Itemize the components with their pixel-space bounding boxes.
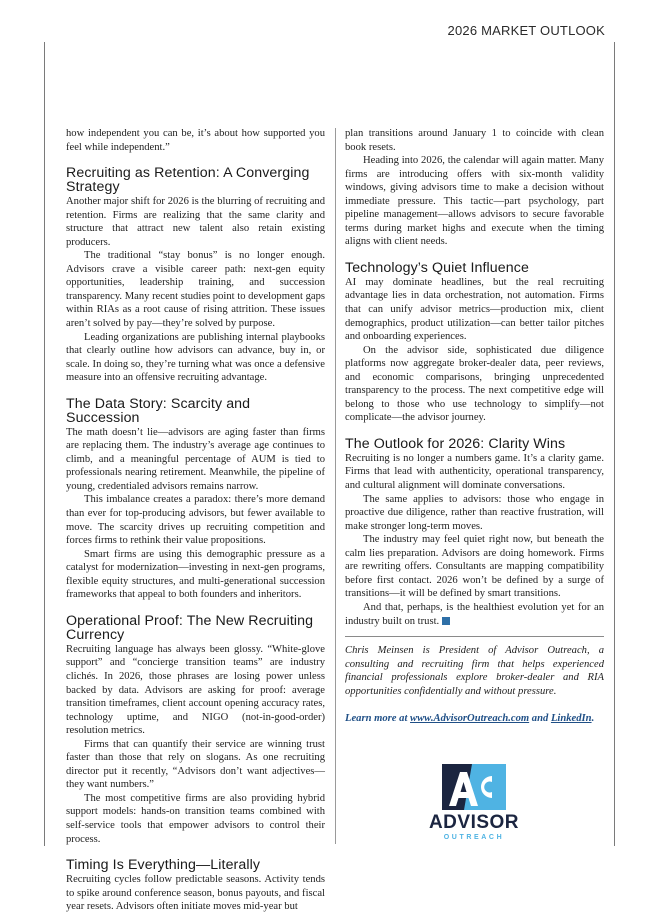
paragraph: The math doesn’t lie—advisors are aging faster than firms are replacing them. The industry’s average age continues to climb, and a meaningful percentage of AUM is tied to professionals nearing retirement. Meanwhile, the pipeline of young, credentialed advisors remains narrow. (66, 426, 325, 492)
logo-subtitle: OUTREACH (443, 834, 505, 841)
logo-wordmark: ADVISOR (428, 812, 520, 833)
paragraph: Another major shift for 2026 is the blurring of recruiting and retention. Firms are realizing that the same clarity and structure that attract new talent also retain existing producers. (66, 196, 325, 248)
learn-more-prefix: Learn more at (345, 713, 411, 725)
author-bio: Chris Meinsen is President of Advisor Outreach, a consulting and recruiting firm that helps experienced financial professionals explore broker-dealer and RIA opportunities confidentially and without pressure. (345, 645, 604, 697)
paragraph: The same applies to advisors: those who engage in proactive due diligence, rather than reactive frustration, will make stronger long-term moves. (345, 493, 604, 532)
website-link[interactable]: www.AdvisorOutreach.com (410, 713, 530, 725)
paragraph: Leading organizations are publishing internal playbooks that clearly outline how advisors can advance, buy in, or scale. In doing so, they’re turning what was once a defensive measure into an offensive recruiting advantage. (66, 331, 325, 384)
learn-more-middle: and (529, 713, 551, 725)
intro-continuation: how independent you can be, it’s about how supported you feel while independent.” (66, 128, 325, 153)
paragraph: This imbalance creates a paradox: there’s more demand than ever for top-producing advisors, but fewer available to move. The scarcity drives up recruiting competition and forces firms to rethink their value propositions. (66, 494, 325, 547)
section-heading-data-story: The Data Story: Scarcity and Succession (66, 395, 251, 426)
paragraph: Recruiting is no longer a numbers game. It’s a clarity game. Firms that lead with authenticity, operational transparency, and cultural alignment will dominate conversations. (345, 452, 604, 492)
right-column (345, 127, 604, 726)
paragraph: Recruiting cycles follow predictable seasons. Activity tends to spike around conference season, bonus payouts, and fiscal year resets. Advisors often initiate moves mid-year but (66, 874, 325, 913)
paragraph: Firms that can quantify their service are winning trust faster than those that rely on slogans. As one recruiting director put it recently, “Advisors don’t want adjectives—they want numbers.” (66, 738, 325, 791)
running-header-title: 2026 MARKET OUTLOOK (447, 23, 605, 38)
linkedin-link[interactable]: LinkedIn (550, 713, 592, 725)
section-heading-outlook: The Outlook for 2026: Clarity Wins (345, 435, 566, 452)
section-heading-technology: Technology’s Quiet Influence (345, 259, 529, 276)
column-divider (335, 128, 336, 844)
timing-continuation: plan transitions around January 1 to coincide with clean book resets. (345, 128, 604, 153)
left-column (66, 127, 325, 914)
bio-separator-rule (345, 636, 604, 637)
section-heading-recruiting-retention: Recruiting as Retention: A Converging Strategy (66, 165, 310, 196)
page-border-right (614, 42, 615, 846)
page-border-left (44, 42, 45, 846)
section-heading-operational-proof: Operational Proof: The New Recruiting Currency (66, 612, 314, 643)
closing-text: And that, perhaps, is the healthiest evolution yet for an industry built on trust. (345, 601, 604, 627)
paragraph: The industry may feel quiet right now, but beneath the calm lies preparation. Advisors are doing homework. Firms are rewriting offers. Consultants are mapping compatibility before first contact. 2026 won’t be defined by a surge of transitions—it will be defined by smart transitions. (345, 534, 604, 600)
paragraph: The most competitive firms are also providing hybrid support models: hands-on transition teams combined with self-service tools that empower advisors to control their process. (66, 792, 325, 845)
paragraph: Smart firms are using this demographic pressure as a catalyst for modernization—investing in next-gen programs, flexible equity structures, and multi-generational succession frameworks that appeal to both founders and inheritors. (66, 548, 325, 601)
advisor-outreach-logo (426, 764, 522, 846)
paragraph: On the advisor side, sophisticated due diligence platforms now aggregate broker-dealer data, peer reviews, and economic comparisons, bringing unprecedented transparency to the process. The next competitive edge will belong to those who use technology to simplify—not complicate—the advisor journey. (345, 344, 604, 424)
paragraph: The traditional “stay bonus” is no longer enough. Advisors crave a visible career path: next-gen equity opportunities, leadership training, and succession transparency. Many recent studies point to development gaps within RIAs as a root cause of rising attrition. These issues aren’t solved by pay—they’re solved by purpose. (66, 250, 325, 330)
ao-monogram-icon (442, 764, 506, 810)
end-of-article-square-icon (442, 617, 450, 625)
learn-more-line (345, 712, 604, 726)
paragraph: Heading into 2026, the calendar will again matter. Many firms are introducing offers with six-month validity windows, giving advisors time to make a decision without immediate pressure. This tactic—part psychology, part pipeline management—allows advisors to secure favorable terms during market highs and execute when the timing aligns with client needs. (345, 155, 604, 248)
closing-paragraph (345, 601, 604, 628)
paragraph: AI may dominate headlines, but the real recruiting advantage lies in data orchestration, not automation. Firms that can unify advisor metrics—production mix, client demographics, product utilization—can better tailor pitches and onboarding experiences. (345, 276, 604, 343)
paragraph: Recruiting language has always been glossy. “White-glove support” and “concierge transition teams” are industry clichés. In 2026, those phrases are losing power unless backed by data. Advisors are asking for proof: average transition timeframes, client account opening accuracy rates, technology uptime, and NIGO (not-in-good-order) resolution metrics. (66, 643, 325, 737)
learn-more-suffix: . (591, 713, 595, 725)
section-heading-timing: Timing Is Everything—Literally (66, 857, 261, 874)
